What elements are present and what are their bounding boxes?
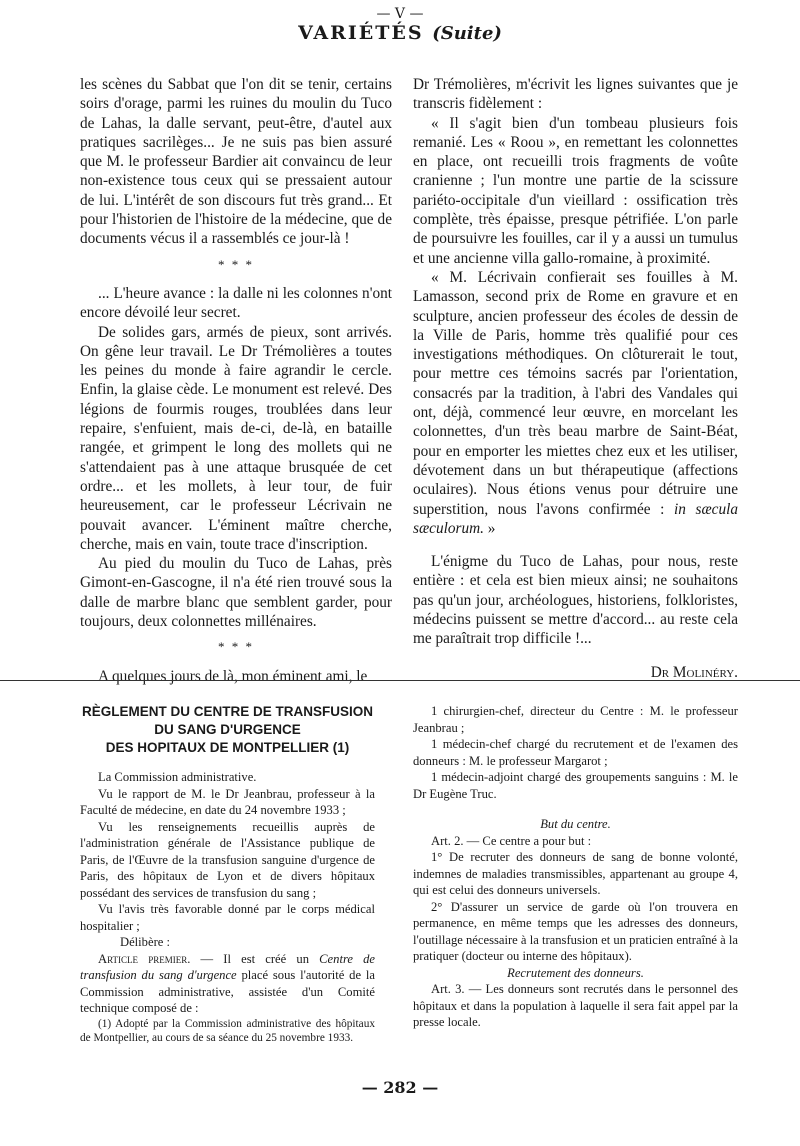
paragraph xyxy=(80,951,375,1017)
asterism: * * * xyxy=(218,639,254,655)
article-column-right xyxy=(413,75,738,682)
paragraph: les scènes du Sabbat que l'on dit se tenir, certains soirs d'orage, parmi les ruines du moulin du Tuco de Lahas, la dalle servant, peut-être, d'autel aux pratiques sacrilèges... Je ne suis pas bien assuré que M. le professeur Bardier ait convaincu de leur non-existence tous ceux qui se pressaient autour de lui. L'intérêt de son discours fut très grand... Et pour l'historien de l'histoire de la médecine, que de documents vécus il a rassemblés ce jour-là ! xyxy=(80,76,392,248)
paragraph: Art. 3. — Les donneurs sont recrutés dans le personnel des hôpitaux et dans la population à laquelle il sera fait appel par la presse locale. xyxy=(413,982,738,1029)
section-folio: — V — xyxy=(376,6,424,22)
paragraph: Vu les renseignements recueillis auprès de l'administration générale de l'Assistance publique de Paris, de l'Œuvre de la transfusion sanguine d'urgence de Paris, des hôpitaux de Lyon et de divers hôpitaux possédant des services de transfusion du sang ; xyxy=(80,819,375,900)
asterism: * * * xyxy=(218,256,254,272)
paragraph: Au pied du moulin du Tuco de Lahas, près Gimont-en-Gascogne, il n'a été rien trouvé sous la dalle de marbre blanc que semblent garder, pour toujours, deux colonnettes millénaires. xyxy=(80,555,392,631)
subheading: Recrutement des donneurs. xyxy=(507,965,644,980)
paragraph: A quelques jours de là, mon éminent ami, le xyxy=(98,667,368,685)
paragraph: 1 médecin-chef chargé du recrutement et de l'examen des donneurs : M. le professeur Margarot ; xyxy=(413,737,738,768)
title-line: DES HOPITAUX DE MONTPELLIER (1) xyxy=(105,740,350,755)
title-line: DU SANG D'URGENCE xyxy=(154,722,301,737)
title-text: VARIÉTÉS xyxy=(298,22,424,44)
paragraph-text: « M. Lécrivain confierait ses fouilles à M. Lamasson, second prix de Rome en gravure et en sculpture, ancien professeur des écoles de dessin de la Ville de Paris, homme très qualifié pour ces investigations méthodiques. On clôturerait le tout, pour mettre ces témoins sacrés par l'orientation, consacrés par la tradition, à l'abri des Vandales qui ont, déjà, commencé leur œuvre, en morcelant les colonnettes, d'un très beau marbre de Saint-Béat, pour en emporter les miettes chez eux et les utiliser, dévotement dans un but thérapeutique (affections oculaires). Nous étions venus pour détruire une superstition, nous l'avons confirmée : xyxy=(413,268,738,518)
paragraph: Art. 2. — Ce centre a pour but : xyxy=(431,833,592,848)
reglement-column-right xyxy=(413,703,738,1031)
paragraph: Dr Trémolières, m'écrivit les lignes suivantes que je transcris fidèlement : xyxy=(413,76,738,113)
article-label: Article premier. xyxy=(98,951,191,966)
reglement-column-left xyxy=(80,703,375,1045)
paragraph: L'énigme du Tuco de Lahas, pour nous, reste entière : et cela est bien mieux ainsi; ne souhaitons pas qu'un jour, archéologues, historiens, folkloristes, médecins puissent se mettre d'accord... au reste cela me paraîtrait trop difficile !... xyxy=(413,553,738,648)
article-column-left xyxy=(80,75,392,686)
paragraph: Vu l'avis très favorable donné par le corps médical hospitalier ; xyxy=(80,902,375,933)
closing-quote: » xyxy=(487,519,496,537)
paragraph xyxy=(413,268,738,538)
title-line: RÈGLEMENT DU CENTRE DE TRANSFUSION xyxy=(81,704,373,719)
paragraph-text: — Il est créé un xyxy=(190,951,320,966)
paragraph: De solides gars, armés de pieux, sont arrivés. On gêne leur travail. Le Dr Trémolières a toutes les peines du monde à faire agrandir le cercle. Enfin, la glaise cède. Le monument est relevé. Des légions de fourmis rouges, troublées dans leur repaire, s'enfuient, mais de-ci, de-là, en bataille rangée, et grimpent le long des mollets qui ne s'attendaient pas à une attaque brusquée de cet ordre... et les mollets, à leur tour, de fuir heureusement, car le professeur Lécrivain ne pouvait avancer. L'éminent maître cherche, cherche, mais en vain, toute trace d'inscription. xyxy=(80,323,392,553)
paragraph: La Commission administrative. xyxy=(98,770,257,784)
paragraph: Vu le rapport de M. le Dr Jeanbrau, professeur à la Faculté de médecine, en date du 24 novembre 1933 ; xyxy=(80,786,375,817)
paragraph: 1° De recruter des donneurs de sang de bonne volonté, indemnes de maladies transmissibles, appartenant au groupe 4, qui est celui des donneurs universels. xyxy=(413,850,738,897)
paragraph: 1 chirurgien-chef, directeur du Centre : M. le professeur Jeanbrau ; xyxy=(413,704,738,735)
reglement-title xyxy=(80,703,375,757)
title-suite: (Suite) xyxy=(432,23,502,44)
paragraph: « Il s'agit bien d'un tombeau plusieurs fois remanié. Les « Roou », en remettant les colonnettes en place, ont recueilli trois fragments de voûte cranienne ; l'un montre une partie de la scissure pariéto-occipitale d'un vieillard : ossification très complète, très épaisse, presque pétrifiée. L'on parle de poursuivre les fouilles, car il y a aussi un tumulus et une ancienne villa gallo-romaine, à proximité. xyxy=(413,114,738,267)
paragraph: 1 médecin-adjoint chargé des groupements sanguins : M. le Dr Eugène Truc. xyxy=(413,770,738,801)
section-title xyxy=(0,22,800,44)
paragraph: Délibère : xyxy=(120,935,170,949)
paragraph-text: placé sous l'autorité de la Commission administrative, assistée d'un Comité technique composé de : xyxy=(80,968,375,1015)
author-signature: Dr Molinéry. xyxy=(650,663,738,681)
latin-phrase: in sæcula sæculorum. xyxy=(413,500,738,537)
page-number: — 282 — xyxy=(361,1078,439,1097)
subheading: But du centre. xyxy=(540,817,611,831)
paragraph: 2° D'assurer un service de garde où l'on trouvera en permanence, en même temps que les adresses des donneurs, l'outillage nécessaire à la transfusion et un praticien entraîné à la pratiquer (docteur ou interne des hôpitaux). xyxy=(413,899,738,963)
paragraph: ... L'heure avance : la dalle ni les colonnes n'ont encore dévoilé leur secret. xyxy=(80,284,392,322)
centre-name: Centre de transfusion du sang d'urgence xyxy=(80,951,376,982)
footnote: (1) Adopté par la Commission administrative des hôpitaux de Montpellier, au cours de sa séance du 25 novembre 1933. xyxy=(80,1017,375,1044)
section-divider xyxy=(0,680,800,681)
